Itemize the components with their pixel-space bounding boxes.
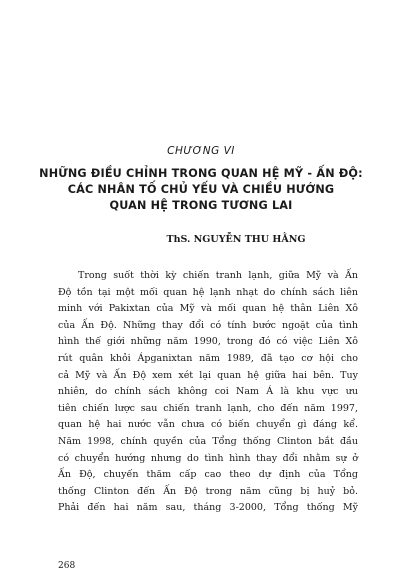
chapter-label: CHƯƠNG VI [167, 145, 235, 157]
body-line: quan hệ hai nước vẫn chưa có biến chuyển gì đáng kể. [58, 419, 358, 431]
body-line: hình thế giới những năm 1990, trong đó có việc Liên Xô [58, 336, 358, 348]
body-line: Ấn Độ, chuyến thăm cấp cao theo dự định của Tổng [58, 469, 358, 481]
body-line: rút quân khỏi Ápganixtan năm 1989, đã tạo cơ hội cho [58, 352, 358, 364]
body-line: thống Clinton đến Ấn Độ trong năm cũng bị huỷ bỏ. [58, 485, 358, 497]
body-paragraph [58, 268, 358, 517]
body-line: có chuyển hướng nhưng do tình hình thay đổi nhằm sự ở [58, 452, 358, 464]
body-line: Năm 1998, chính quyền của Tổng thống Clinton bắt đầu [58, 435, 358, 447]
title-line-3: QUAN HỆ TRONG TƯƠNG LAI [109, 199, 293, 212]
body-line: nhiên, do chính sách không coi Nam Á là khu vực ưu [58, 386, 358, 398]
page-number: 268 [58, 561, 76, 571]
body-line: minh với Pakixtan của Mỹ và mối quan hệ thân Liên Xô [58, 303, 358, 315]
body-line: của Ấn Độ. Những thay đổi có tính bước ngoặt của tình [58, 319, 358, 331]
body-line: Phải đến hai năm sau, tháng 3-2000, Tổng thống Mỹ [58, 502, 358, 514]
body-line: tiên chiến lược sau chiến tranh lạnh, cho đến năm 1997, [58, 402, 358, 414]
author-name: ThS. NGUYỄN THU HẰNG [166, 234, 306, 245]
body-line: Độ tồn tại một mối quan hệ lạnh nhạt do chính sách liên [58, 286, 358, 298]
body-line: cả Mỹ và Ấn Độ xem xét lại quan hệ giữa hai bên. Tuy [58, 369, 358, 381]
body-line: Trong suốt thời kỳ chiến tranh lạnh, giữa Mỹ và Ấn [78, 270, 358, 281]
title-line-1: NHỮNG ĐIỀU CHỈNH TRONG QUAN HỆ MỸ - ẤN ĐỘ: [39, 167, 363, 180]
chapter-title [30, 166, 372, 214]
title-line-2: CÁC NHÂN TỐ CHỦ YẾU VÀ CHIỀU HƯỚNG [67, 183, 335, 196]
